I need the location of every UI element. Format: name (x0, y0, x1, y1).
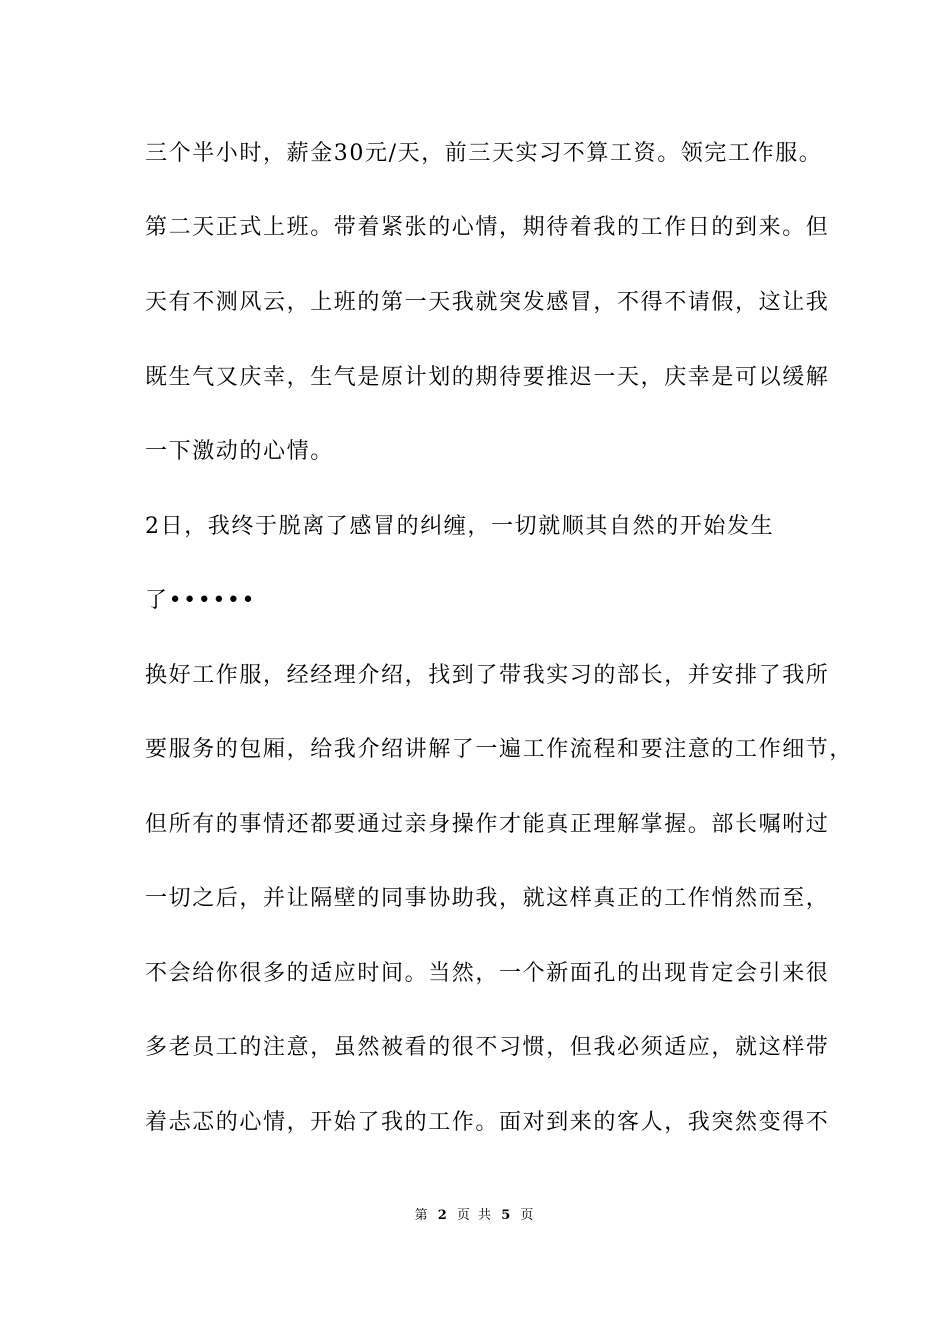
body-text-line: 三个半小时，薪金30元/天，前三天实习不算工资。领完工作服。 (145, 141, 823, 166)
body-text-line: 但所有的事情还都要通过亲身操作才能真正理解掌握。部长嘱咐过 (145, 812, 830, 837)
body-text-line: 不会给你很多的适应时间。当然，一个新面孔的出现肯定会引来很 (145, 961, 830, 986)
footer-prefix: 第 (414, 1208, 430, 1223)
body-text-line: 第二天正式上班。带着紧张的心情，期待着我的工作日的到来。但 (145, 215, 830, 240)
body-text-line: 一下激动的心情。 (145, 439, 334, 464)
body-text-line: 了•••••• (145, 588, 257, 613)
body-text-line: 要服务的包厢，给我介绍讲解了一遍工作流程和要注意的工作细节， (145, 737, 854, 762)
page-footer (0, 1207, 950, 1225)
footer-suffix: 页 (520, 1208, 536, 1223)
current-page-number: 2 (437, 1208, 449, 1223)
body-text-line: 换好工作服，经经理介绍，找到了带我实习的部长，并安排了我所 (145, 663, 830, 688)
body-text-line: 2日，我终于脱离了感冒的纠缠，一切就顺其自然的开始发生 (145, 514, 775, 539)
body-text-line: 着忐忑的心情，开始了我的工作。面对到来的客人，我突然变得不 (145, 1110, 830, 1135)
total-pages-number: 5 (501, 1208, 513, 1223)
body-text-line: 一切之后，并让隔壁的同事协助我，就这样真正的工作悄然而至， (145, 886, 830, 911)
body-text-line: 多老员工的注意，虽然被看的很不习惯，但我必须适应，就这样带 (145, 1035, 830, 1060)
footer-middle: 页 共 (456, 1208, 494, 1223)
body-text-line: 天有不测风云，上班的第一天我就突发感冒，不得不请假，这让我 (145, 290, 830, 315)
body-text-line: 既生气又庆幸，生气是原计划的期待要推迟一天，庆幸是可以缓解 (145, 365, 830, 390)
